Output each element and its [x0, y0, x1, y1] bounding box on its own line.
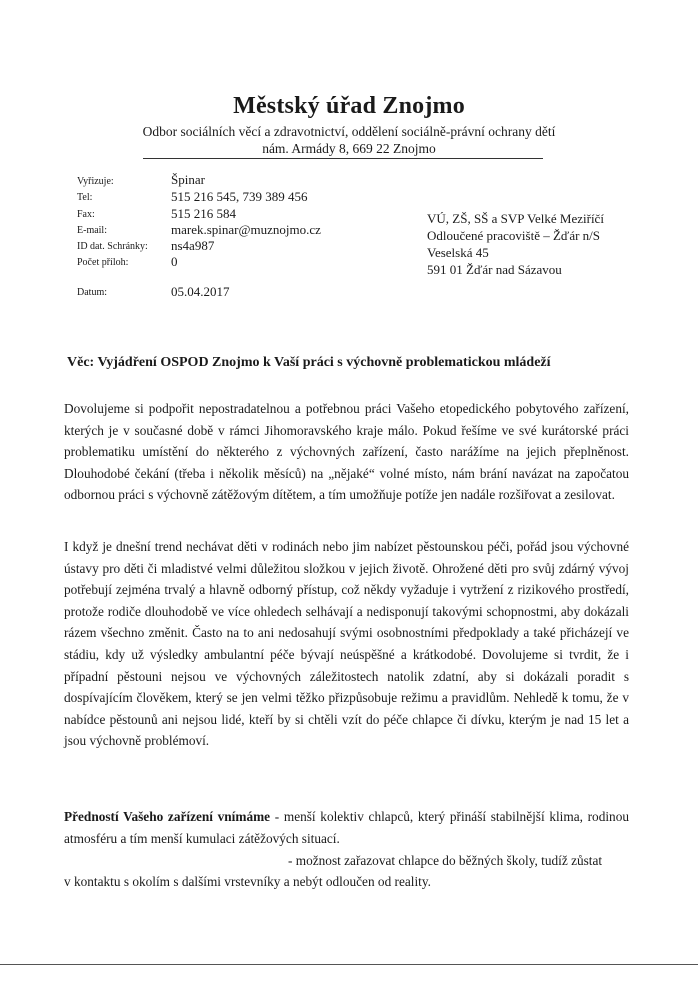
- body-paragraph-1: Dovolujeme si podpořit nepostradatelnou a potřebnou práci Vašeho etopedického pobytového zařízení, kterých je v současné době v rámci Jihomoravského kraje málo. Pokud řešíme ve své kurátorské práci problematiku umístění do některého z výchovných zařízení, často narážíme na jejich přeplněnost. Dlouhodobé čekání (třeba i několik měsíců) na „nějaké“ volné místo, nám brání navázat na započatou odbornou práci s výchovně zátěžovým dítětem, a tím umožňuje potíže jen nadále rozšiřovat a zesilovat.: [64, 401, 629, 503]
- advantage-item-2-rest: v kontaktu s okolím s dalšími vrstevníky a nebýt odloučen od reality.: [64, 874, 431, 889]
- letter-subject: Věc: Vyjádření OSPOD Znojmo k Vaší práci s výchovně problematickou mládeží: [67, 355, 551, 370]
- meta-value-attachments: 0: [171, 254, 178, 269]
- meta-label-phone: Tel:: [77, 192, 93, 203]
- page-bottom-rule: [0, 964, 698, 965]
- recipient-line: VÚ, ZŠ, SŠ a SVP Velké Meziříčí: [427, 211, 604, 226]
- body-paragraph-2: I když je dnešní trend nechávat děti v rodinách nebo jim nabízet pěstounskou péči, pořád jsou výchovné ústavy pro děti či mladistvé velmi důležitou složkou v jejich životě. Ohrožené děti pro svůj zdárný vývoj potřebují zejména trvalý a hlavně odborný přístup, což někdy vyžaduje i vytržení z rizikového prostředí, protože rodiče dlouhodobě ve více ohledech selhávají a nedisponují takovými schopnostmi, aby dokázali rázem všechno změnit. Často na to ani nedosahují svými osobnostními předpoklady a také přicházejí ve stádiu, kdy už výsledky ambulantní péče bývají neúspěšné a krátkodobé. Dovolujeme si tvrdit, že i případní pěstouni nejsou ve výchovných záležitostech natolik zdatní, aby si dokázali poradit s dospívajícím člověkem, který se jen velmi těžko přizpůsobuje režimu a pravidlům. Nehledě k tomu, že v nabídce pěstounů ani nejsou lidé, kteří by si chtěli vzít do péče chlapce či dívku, kterým je nad 15 let a jsou výchovně problémoví.: [64, 539, 629, 749]
- meta-label-email: E-mail:: [77, 225, 107, 236]
- meta-value-phone: 515 216 545, 739 389 456: [171, 189, 308, 204]
- advantage-item-2-first: - možnost zařazovat chlapce do běžných školy, tudíž zůstat: [288, 853, 603, 868]
- authority-address: nám. Armády 8, 669 22 Znojmo: [262, 141, 436, 156]
- meta-value-handler: Špinar: [171, 172, 205, 187]
- department-line: Odbor sociálních věcí a zdravotnictví, oddělení sociálně-právní ochrany dětí: [142, 124, 556, 139]
- meta-label-handler: Vyřizuje:: [77, 176, 114, 187]
- meta-label-databox: ID dat. Schránky:: [77, 241, 148, 252]
- meta-label-fax: Fax:: [77, 209, 95, 220]
- meta-value-email: marek.spinar@muznojmo.cz: [171, 222, 321, 237]
- advantages-lead: Předností Vašeho zařízení vnímáme: [64, 809, 271, 824]
- meta-value-date: 05.04.2017: [171, 284, 230, 299]
- recipient-line: Odloučené pracoviště – Žďár n/S: [427, 228, 601, 243]
- recipient-line: Veselská 45: [427, 245, 489, 260]
- meta-value-databox: ns4a987: [171, 238, 215, 253]
- advantage-item-1: - menší kolektiv chlapců, který přináší stabilnější klima, rodinou atmosféru a tím menší kumulaci zátěžových situací.: [64, 809, 629, 846]
- header-divider: [143, 158, 543, 159]
- recipient-line: 591 01 Žďár nad Sázavou: [427, 262, 562, 277]
- advantages-paragraph: [64, 806, 629, 849]
- meta-label-date: Datum:: [77, 287, 107, 298]
- meta-label-attachments: Počet příloh:: [77, 257, 129, 268]
- authority-title: Městský úřad Znojmo: [233, 93, 465, 119]
- meta-value-fax: 515 216 584: [171, 206, 236, 221]
